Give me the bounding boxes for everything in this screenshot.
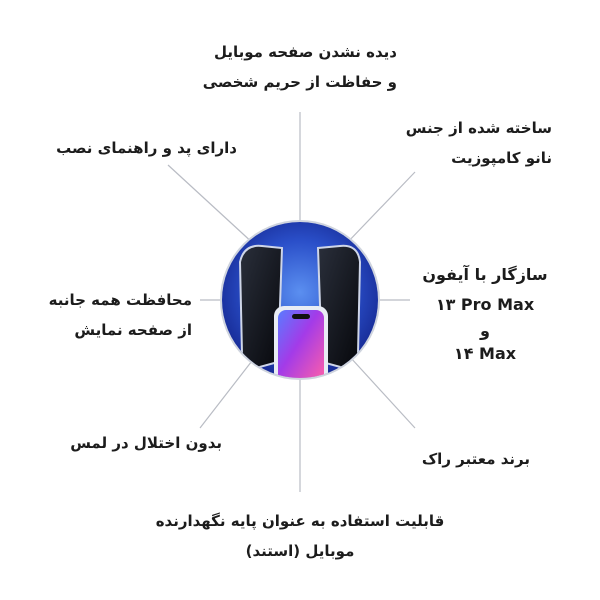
feature-top-right-line1: ساخته شده از جنس xyxy=(405,119,552,137)
feature-bottom-line1: قابلیت استفاده به عنوان پایه نگهدارنده xyxy=(155,512,445,530)
front-phone-icon xyxy=(274,306,328,378)
feature-left-line2: از صفحه نمایش xyxy=(74,321,192,339)
product-image xyxy=(222,222,378,378)
feature-left-line1: محافظت همه جانبه xyxy=(48,291,192,309)
feature-top-line2: و حفاظت از حریم شخصی xyxy=(202,73,397,91)
feature-right-line3: و xyxy=(480,321,490,340)
feature-right-line4: ۱۴ Max xyxy=(453,344,517,363)
line-bottom-right xyxy=(350,357,415,428)
feature-bottom-right xyxy=(404,444,530,474)
feature-top-right-line2: نانو کامپوزیت xyxy=(451,149,552,167)
feature-left xyxy=(40,285,192,345)
line-bottom-left xyxy=(200,357,255,428)
feature-bottom xyxy=(150,506,450,566)
feature-right-line1: سازگار با آیفون xyxy=(422,265,548,284)
feature-bottom-left xyxy=(52,428,222,458)
feature-top xyxy=(202,37,397,97)
feature-bottom-line2: موبایل (استند) xyxy=(245,542,355,560)
feature-top-left-line1: دارای پد و راهنمای نصب xyxy=(56,139,237,157)
feature-bottom-right-line1: برند معتبر راک xyxy=(421,450,530,468)
feature-right xyxy=(420,260,550,366)
feature-top-line1: دیده نشدن صفحه موبایل xyxy=(213,43,397,61)
feature-right-line2: ۱۳ Pro Max xyxy=(435,295,535,314)
feature-bottom-left-line1: بدون اختلال در لمس xyxy=(70,434,222,452)
feature-top-right xyxy=(400,113,552,173)
line-top-right xyxy=(345,172,415,245)
line-top-left xyxy=(168,165,255,245)
feature-top-left xyxy=(47,133,237,163)
